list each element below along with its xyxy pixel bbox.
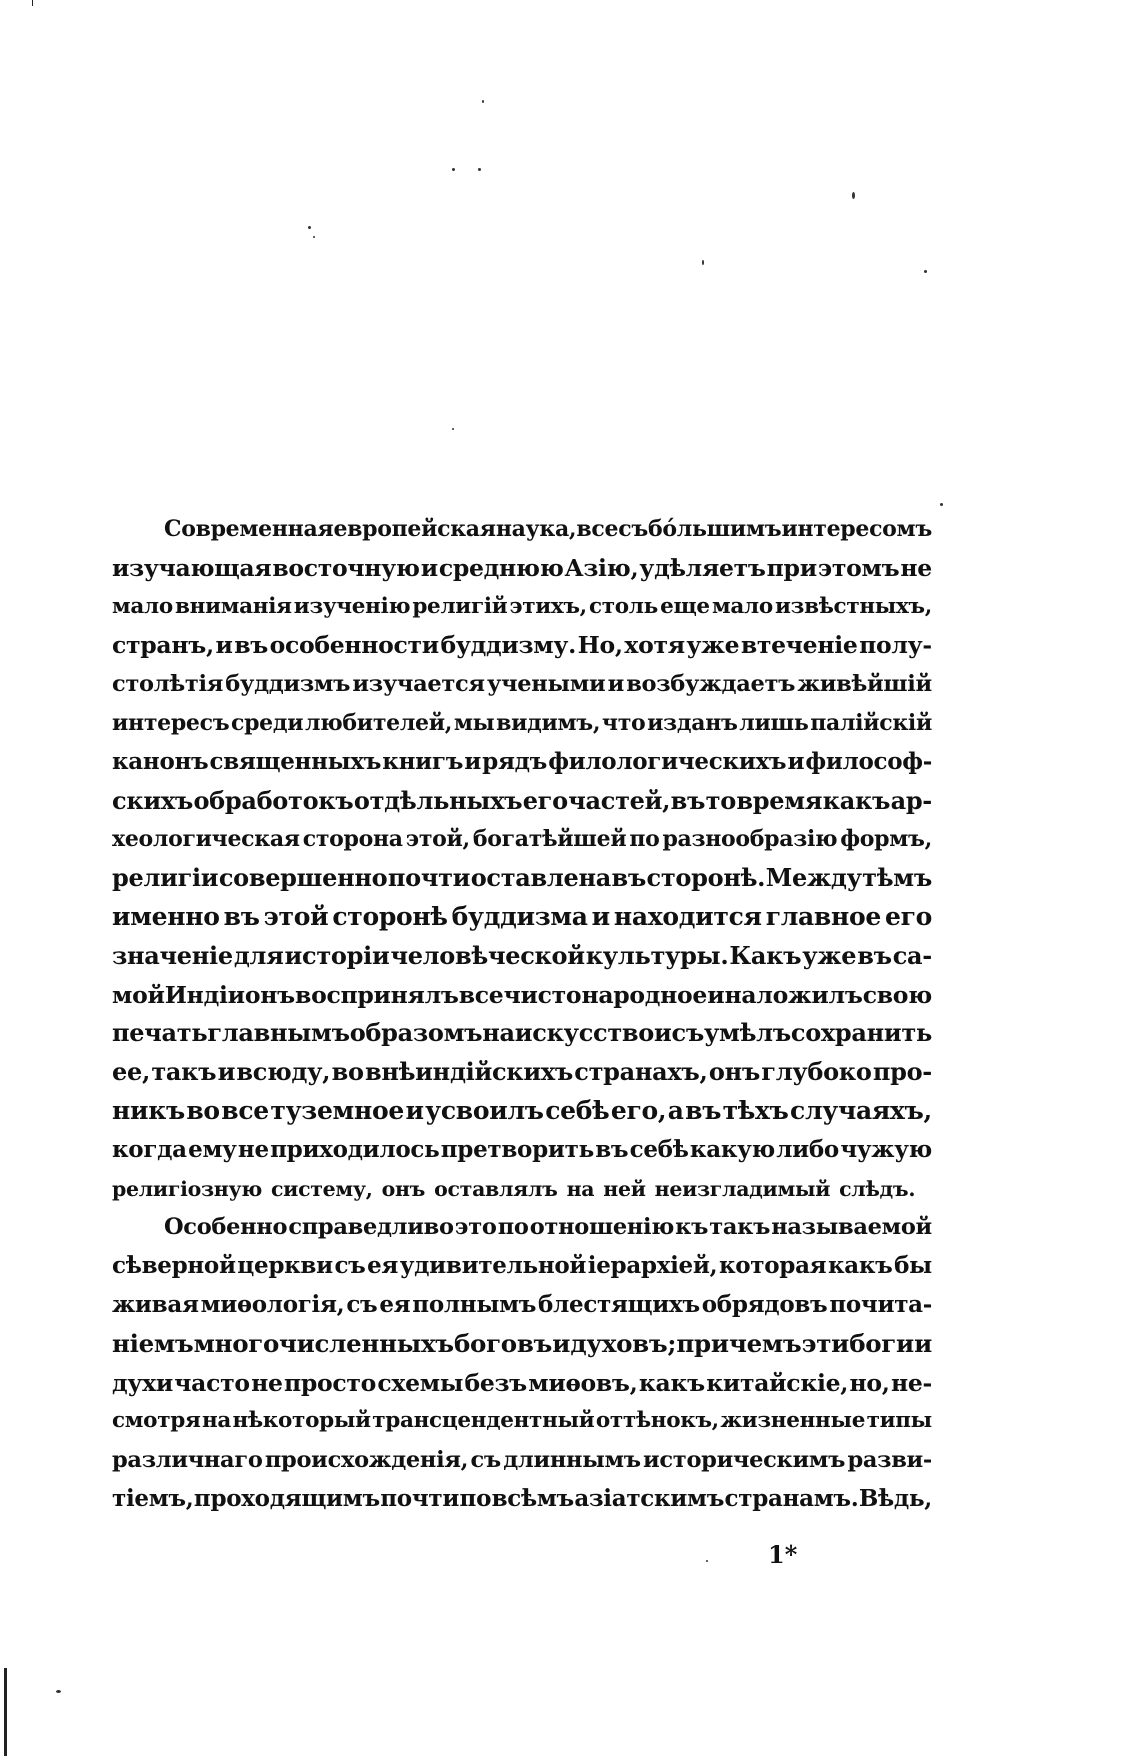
text-line: когда ему не приходилось претворить въ себѣ какую либо чужую <box>112 1135 932 1163</box>
text-line: канонъ священныхъ книгъ и рядъ филологическихъ и философ- <box>112 747 932 775</box>
text-line: сѣверной церкви съ ея удивительной іерархіей, которая какъ бы <box>112 1252 932 1280</box>
text-line: Особенно справедливо это по отношенію къ такъ называемой <box>164 1214 932 1241</box>
text-line: различнаго происхожденія, съ длиннымъ историческимъ разви- <box>112 1447 932 1474</box>
scan-speck <box>452 168 455 171</box>
text-line: ніемъ многочисленныхъ боговъ и духовъ; при чемъ эти боги и <box>112 1328 932 1358</box>
body-text <box>112 510 932 1519</box>
scan-speck <box>852 192 855 199</box>
text-line: религіозную систему, онъ оставлялъ на ней неизгладимый слѣдъ. <box>112 1176 916 1201</box>
text-line: изучающая восточную и среднюю Азію, удѣляетъ при этомъ не <box>112 553 932 582</box>
text-line: хеологическая сторона этой, богатѣйшей по разнообразію формъ, <box>112 826 932 853</box>
text-line: мало вниманія изученію религій этихъ, столь еще мало извѣстныхъ, <box>112 593 932 619</box>
text-line: мой Индіи онъ воспринялъ все чисто народное и наложилъ свою <box>112 980 932 1009</box>
scan-speck <box>313 236 315 238</box>
page-number: 1* <box>768 1540 798 1569</box>
scan-speck <box>706 1560 708 1562</box>
text-line: интересъ среди любителей, мы видимъ, что изданъ лишь палійскій <box>112 709 932 736</box>
text-line: печать главнымъ образомъ на искусство и съумѣлъ сохранить <box>112 1018 932 1048</box>
text-line: духи часто не просто схемы безъ миѳовъ, какъ китайскіе, но, не- <box>112 1368 932 1397</box>
scan-speck <box>940 503 943 506</box>
scan-edge-mark <box>4 1668 7 1756</box>
text-line: значеніе для исторіи человѣческой культуры. Какъ уже въ са- <box>112 940 932 970</box>
text-line: никъ во все туземное и усвоилъ себѣ его, а въ тѣхъ случаяхъ, <box>112 1095 932 1125</box>
text-line: смотря на нѣкоторый трансцендентный оттѣнокъ, жизненные типы <box>112 1408 932 1434</box>
text-line: скихъ обработокъ отдѣльныхъ его частей, въ то время какъ ар- <box>112 785 932 815</box>
text-line: странъ, и въ особенности буддизму. Но, хотя уже втеченіе полу- <box>112 631 932 660</box>
scan-speck <box>308 226 311 229</box>
scan-speck <box>924 270 927 273</box>
scan-speck <box>478 168 481 171</box>
text-line: тіемъ, проходящимъ почти по всѣмъ азіатскимъ странамъ. Вѣдь, <box>112 1484 932 1512</box>
text-line: столѣтія буддизмъ изучается учеными и возбуждаетъ живѣйшій <box>112 671 932 698</box>
scan-edge-mark <box>32 0 33 6</box>
scan-speck <box>482 100 484 103</box>
scan-speck <box>452 428 454 430</box>
scan-speck <box>56 1690 61 1693</box>
text-line: именно въ этой сторонѣ буддизма и находится главное его <box>112 901 932 931</box>
text-line: Современная европейская наука, все съ бо́льшимъ интересомъ <box>164 516 932 542</box>
scan-speck <box>702 260 704 265</box>
text-line: ее, такъ и всюду, во внѣиндійскихъ странахъ, онъ глубоко про- <box>112 1057 932 1087</box>
paragraph <box>112 1208 932 1518</box>
paragraph <box>112 510 932 1208</box>
text-line: религіи совершенно почти оставлена въ сторонѣ. Между тѣмъ <box>112 863 932 893</box>
text-line: живая миѳологія, съ ея полнымъ блестящихъ обрядовъ почита- <box>112 1290 932 1318</box>
